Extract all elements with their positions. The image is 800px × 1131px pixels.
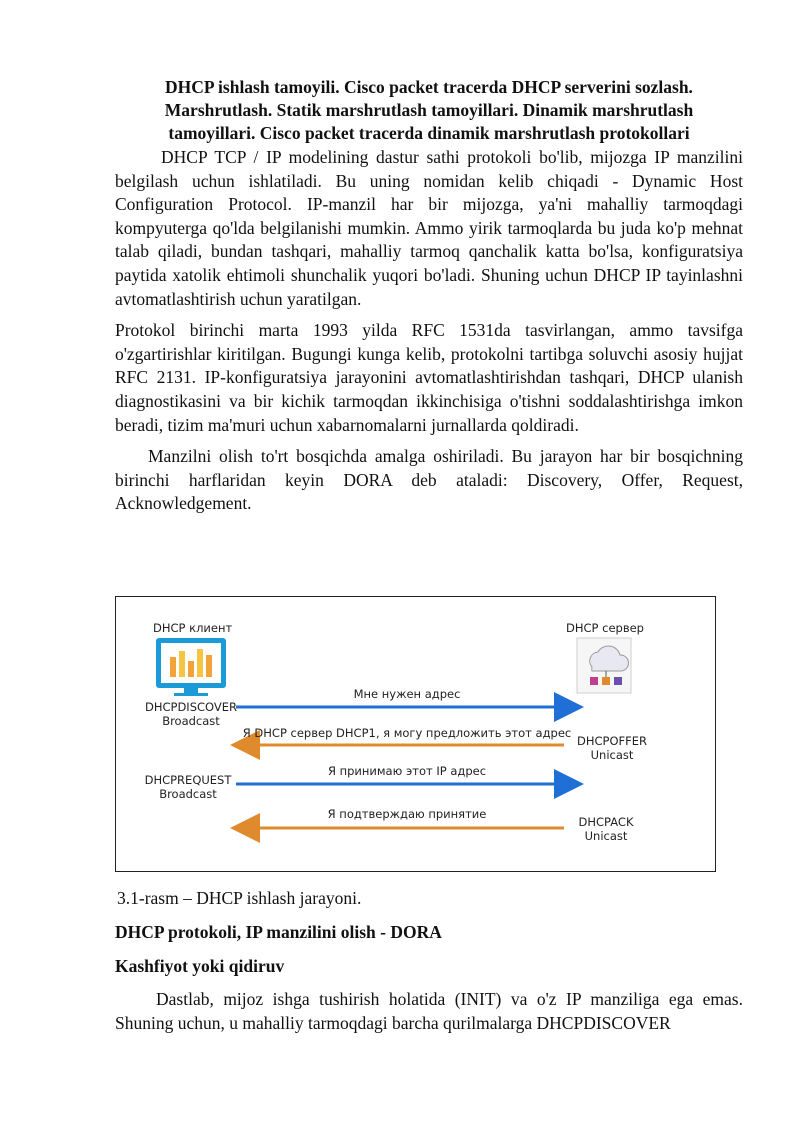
section-heading: DHCP protokoli, IP manzilini olish - DORA (115, 922, 442, 942)
message-discover: Мне нужен адрес (353, 687, 461, 701)
offer-name: DHCPOFFER (576, 734, 647, 748)
message-offer: Я DHCP сервер DHCP1, я могу предложить этот адрес (242, 726, 572, 740)
request-name: DHCPREQUEST (144, 773, 232, 787)
discover-type: Broadcast (162, 714, 220, 728)
document-title (115, 76, 743, 145)
title-line: tamoyillari. Cisco packet tracerda dinamik marshrutlash protokollari (168, 123, 690, 143)
discover-label (144, 700, 238, 728)
request-label (142, 773, 234, 801)
monitor-icon (156, 638, 226, 696)
server-title: DHCP сервер (566, 621, 644, 635)
discover-name: DHCPDISCOVER (144, 700, 238, 714)
paragraph: Protokol birinchi marta 1993 yilda RFC 1531da tasvirlangan, ammo tavsifga o'zgartirishlar kiritilgan. Bugungi kunga kelib, protokolni tartibga soluvchi asosiy hujjat RFC 2131. IP-konfiguratsiya jarayonini avtomatlashtirishdan tashqari, DHCP ulanish diagnostikasini va bir kichik tarmoqdan ikkinchisiga o'tishni soddalashtirishga imkon beradi, tizim ma'muri uchun xabarnomalarni jurnallarda qoldiradi. (115, 320, 743, 435)
cloud-server-icon (577, 638, 631, 693)
ack-name: DHCPACK (578, 815, 634, 829)
paragraph: Dastlab, mijoz ishga tushirish holatida (INIT) va o'z IP manziliga ega emas. Shuning uchun, u mahalliy tarmoqdagi barcha qurilmalarga DHCPDISCOVER (115, 989, 743, 1033)
title-line: Marshrutlash. Statik marshrutlash tamoyillari. Dinamik marshrutlash (164, 100, 694, 120)
figure-caption: 3.1-rasm – DHCP ishlash jarayoni. (117, 888, 362, 908)
request-type: Broadcast (159, 787, 217, 801)
title-line: DHCP ishlash tamoyili. Cisco packet tracerda DHCP serverini sozlash. (165, 77, 693, 97)
paragraph: Manzilni olish to'rt bosqichda amalga oshiriladi. Bu jarayon har bir bosqichning birinchi harflaridan keyin DORA deb ataladi: Discovery, Offer, Request, Acknowledgement. (115, 446, 743, 514)
client-title: DHCP клиент (153, 621, 233, 635)
subsection-heading: Kashfiyot yoki qidiruv (115, 956, 285, 976)
message-ack: Я подтверждаю принятие (327, 807, 487, 821)
offer-type: Unicast (590, 748, 634, 762)
ack-type: Unicast (584, 829, 628, 843)
ack-label (574, 815, 638, 843)
dhcp-diagram (115, 596, 716, 872)
page-body (115, 76, 743, 524)
offer-label (574, 734, 650, 762)
paragraph: DHCP TCP / IP modelining dastur sathi protokoli bo'lib, mijozga IP manzilini belgilash uchun ishlatiladi. Bu uning nomidan kelib chiqadi - Dynamic Host Configuration Protocol. IP-manzil har bir mijozga, ya'ni mahalliy tarmoqdagi kompyuterga qo'lda belgilanishi mumkin. Ammo yirik tarmoqlarda bu juda ko'p mehnat talab qiladi, bundan tashqari, mahalliy tarmoq qanchalik katta bo'lsa, konfiguratsiya paytida xatolik ehtimoli shunchalik yuqori bo'ladi. Shuning uchun DHCP IP tayinlashni avtomatlashtirish uchun yaratilgan. (115, 147, 743, 309)
message-request: Я принимаю этот IP адрес (327, 764, 487, 778)
